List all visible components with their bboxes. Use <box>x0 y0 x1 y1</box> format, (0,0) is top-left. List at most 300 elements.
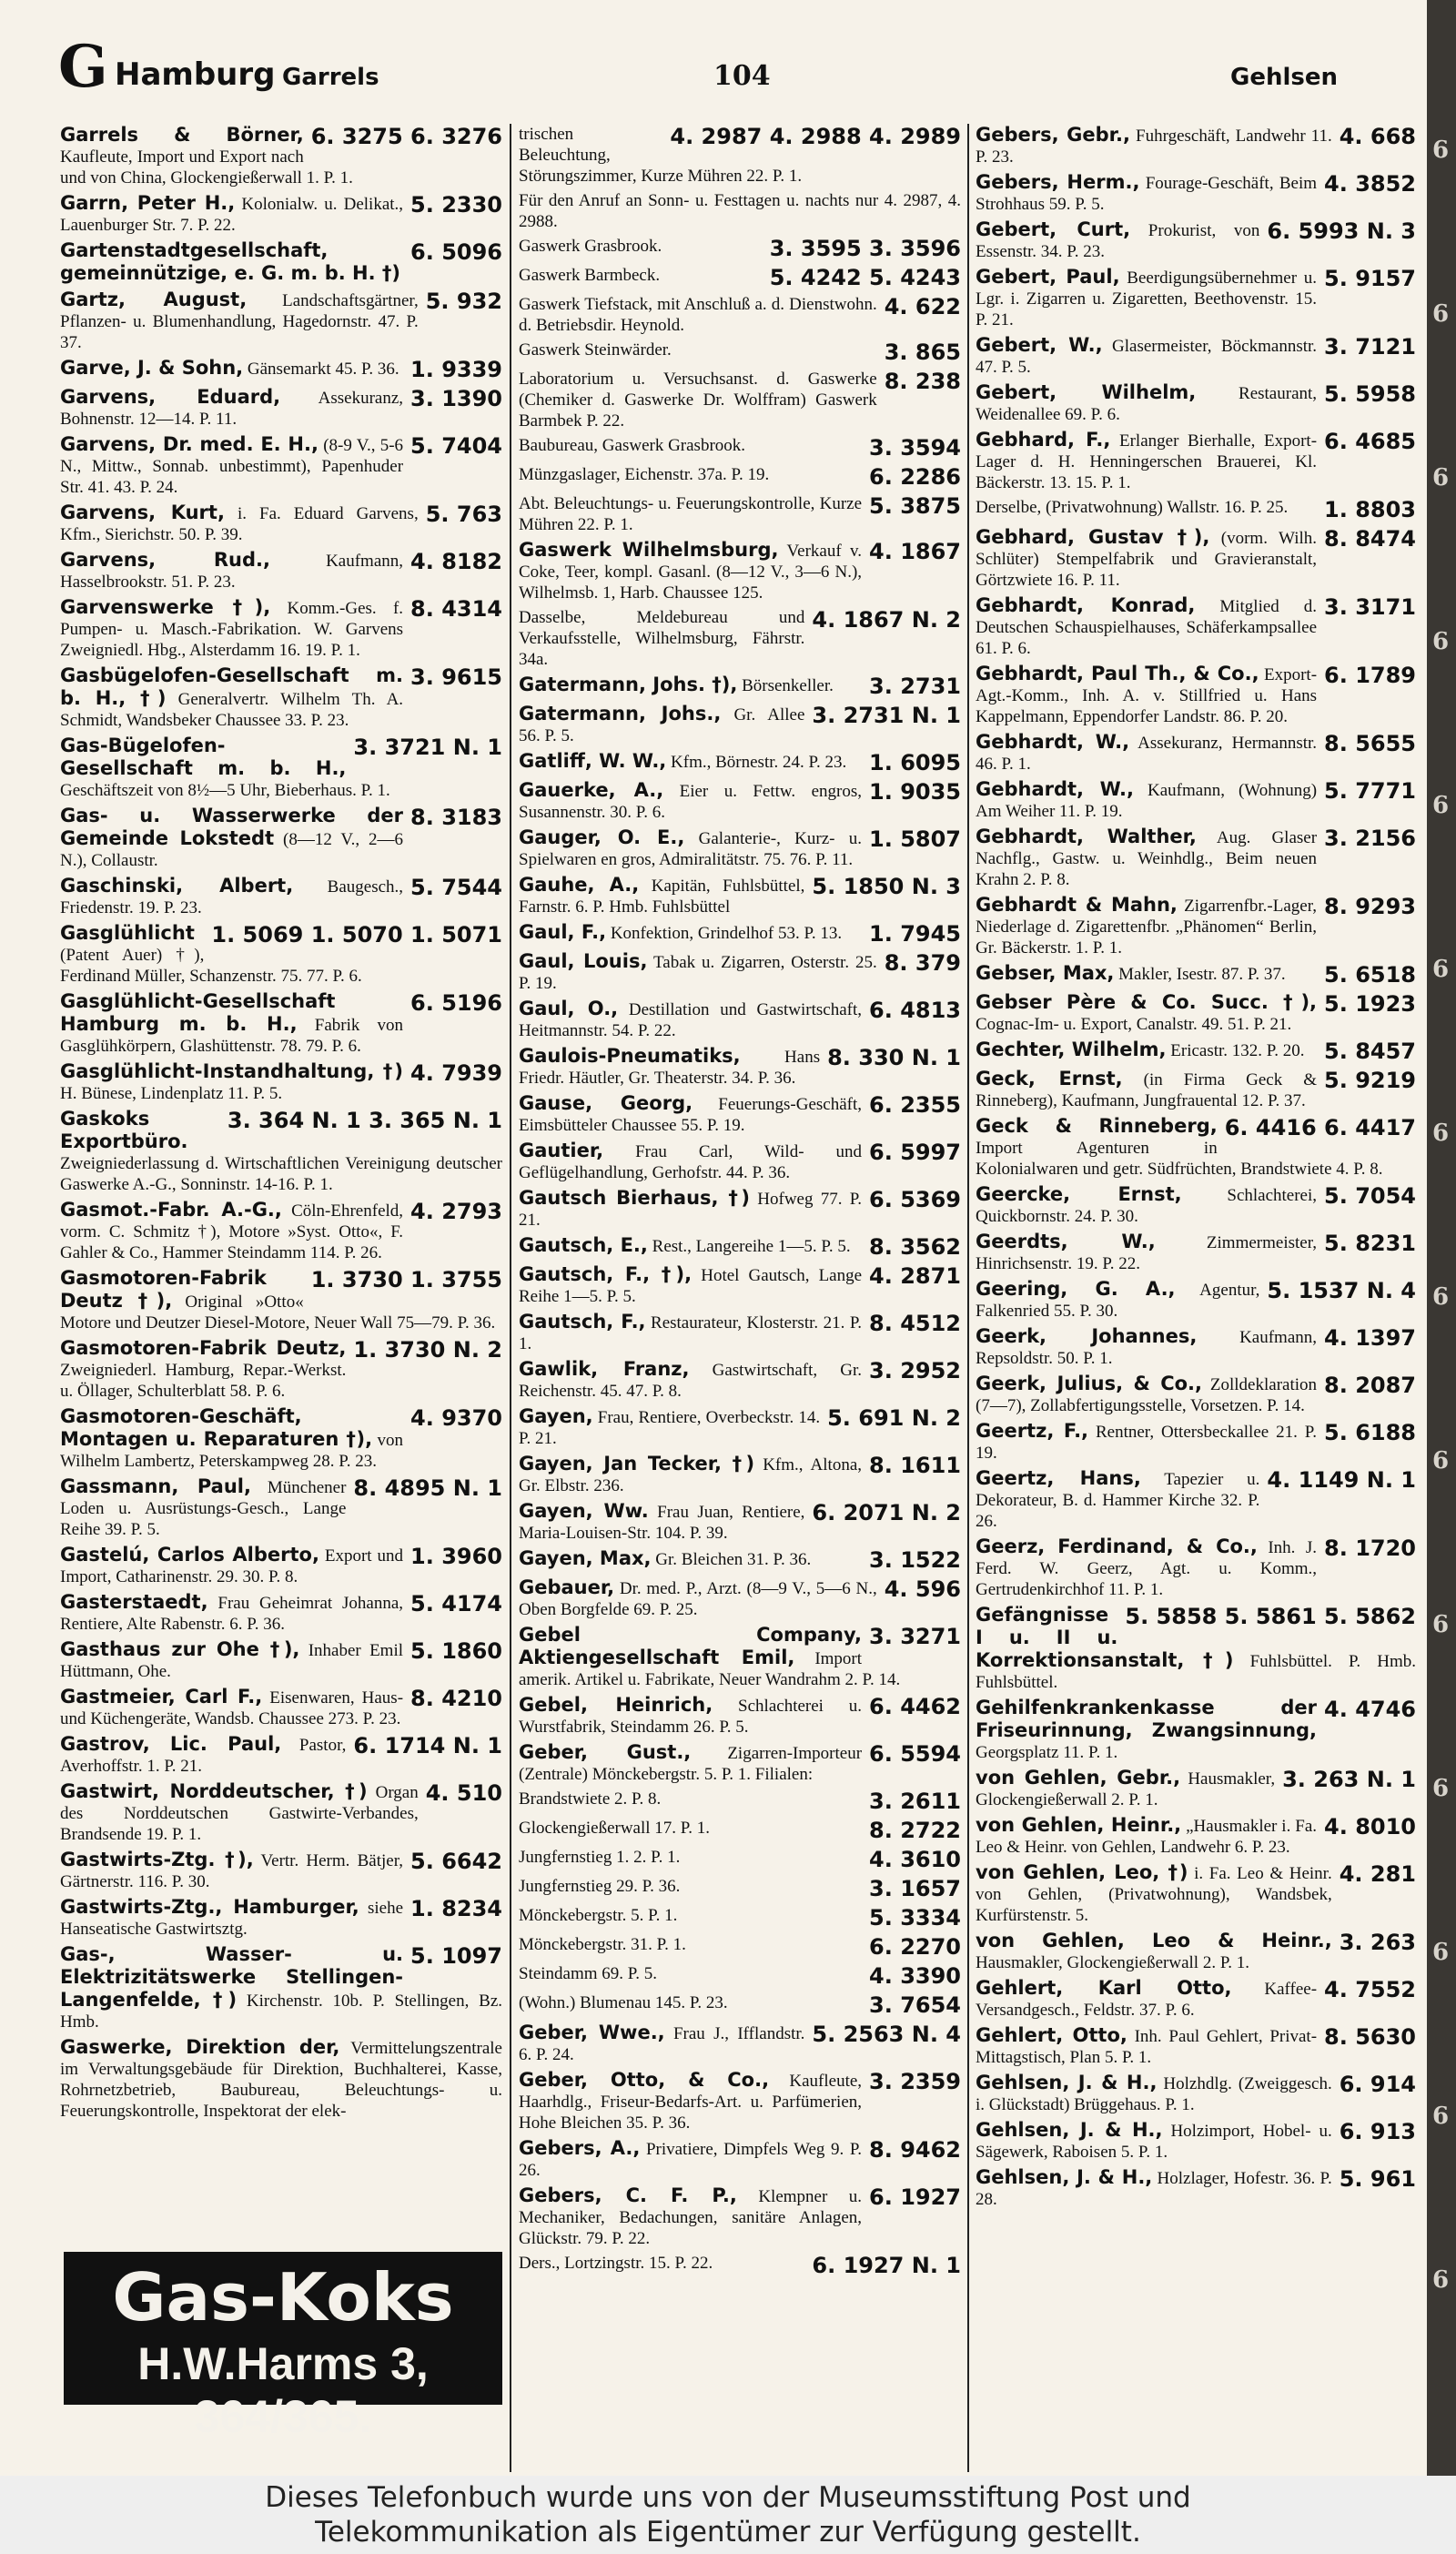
entry-details: Glockengießerwall 17. P. 1. <box>519 1819 711 1838</box>
directory-entry <box>519 2137 961 2181</box>
entry-name: Gasmotoren-Geschäft, Montagen u. Reparaturen †), <box>60 1405 373 1450</box>
phone-number: 4. 7552 <box>1324 1977 1416 2002</box>
entry-name: Garve, J. & Sohn, <box>60 357 244 379</box>
entry-details: Gaswerk Tiefstack, mit Anschluß a. d. Dienstwohn. d. Betriebsdir. Heynold. <box>519 295 877 335</box>
entry-details: (8—12 V., 2—6 N.), Collaustr. <box>60 830 404 870</box>
entry-name: Gause, Georg, <box>519 1092 693 1114</box>
entry-name: Garvens, Dr. med. E. H., <box>60 433 318 455</box>
city-title: Hamburg <box>115 56 276 93</box>
phone-number: 8. 2087 <box>1324 1373 1416 1398</box>
entry-name: Gatliff, W. W., <box>519 750 667 772</box>
entry-name: Gefängnisse I u. II u. Korrektionsanstalt, †) <box>976 1604 1234 1671</box>
entry-name: Gasthaus zur Ohe †), <box>60 1638 300 1660</box>
phone-number: 4. 7939 <box>410 1060 502 1086</box>
entry-details: (in Firma Geck & Rinneberg), Kaufmann, Jungfrauental 12. P. 37. <box>976 1070 1318 1110</box>
entry-details: Kfm., Börnestr. 24. P. 23. <box>671 753 847 772</box>
directory-entry <box>60 1686 502 1729</box>
entry-details: Assekuranz, Bohnenstr. 12—14. P. 11. <box>60 389 404 429</box>
phone-number: 3. 2156 <box>1324 826 1416 851</box>
directory-entry <box>976 663 1416 727</box>
entry-name: Gasmotoren-Fabrik Deutz †), <box>60 1267 267 1312</box>
entry-name: Gaswerk Wilhelmsburg, <box>519 539 779 561</box>
entry-name: Gebel, Heinrich, <box>519 1694 713 1716</box>
directory-entry <box>60 1591 502 1635</box>
directory-entry <box>519 1358 961 1402</box>
entry-name: Garvenswerke †), <box>60 596 271 618</box>
entry-details: Gr. Allee 56. P. 5. <box>519 705 805 745</box>
phone-number: 6. 5369 <box>869 1187 961 1212</box>
entry-name: Gayen, Jan Tecker, †) <box>519 1453 755 1475</box>
entry-details: Rentner, Ottersbeckallee 21. P. 19. <box>976 1423 1318 1463</box>
entry-name: Geck, Ernst, <box>976 1068 1123 1090</box>
entry-name: Gas-Bügelofen-Gesellschaft m. b. H., <box>60 735 347 779</box>
entry-name: Gautsch Bierhaus, †) <box>519 1187 750 1209</box>
directory-entry <box>519 998 961 1041</box>
entry-details: siehe Hanseatische Gastwirtsztg. <box>60 1899 404 1939</box>
entry-details: Holzhdlg. (Zweiggesch. i. Glückstadt) Brüggehaus. P. 1. <box>976 2074 1332 2114</box>
entry-details: i. Fa. Eduard Garvens, Kfm., Sierichstr. 50. P. 39. <box>60 504 419 544</box>
entry-details: Baubureau, Gaswerk Grasbrook. <box>519 436 746 455</box>
entry-details: Hausmakler, Glockengießerwall 2. P. 1. <box>976 1769 1276 1809</box>
directory-entry <box>60 596 502 661</box>
entry-details: Generalvertr. Wilhelm Th. A. Schmidt, Wandsbeker Chaussee 33. P. 23. <box>60 690 404 730</box>
directory-entry <box>976 1697 1416 1763</box>
phone-number: 3. 2731 N. 1 <box>812 703 961 728</box>
phone-number: 8. 330 N. 1 <box>827 1045 961 1070</box>
directory-entry <box>519 921 961 947</box>
entry-name: Gayen, <box>519 1405 593 1427</box>
phone-number: 8. 379 <box>884 950 961 976</box>
entry-details: Hofweg 77. P. 21. <box>519 1190 863 1230</box>
directory-entry <box>60 1638 502 1682</box>
phone-number: 1. 3730 1. 3755 <box>310 1267 502 1292</box>
phone-number: 4. 3390 <box>869 1963 961 1989</box>
entry-name: Gastrov, Lic. Paul, <box>60 1733 282 1755</box>
entry-details: Mitglied d. Deutschen Schauspielhauses, Schäferkampsallee 61. P. 6. <box>976 597 1318 658</box>
directory-entry <box>519 1092 961 1136</box>
phone-number: 3. 1390 <box>410 386 502 411</box>
directory-entry <box>976 497 1416 522</box>
directory-entry <box>519 779 961 823</box>
entry-details: Derselbe, (Privatwohnung) Wallstr. 16. P. 25. <box>976 498 1289 517</box>
phone-number: 5. 932 <box>425 289 502 314</box>
entry-name: Gautsch, F., <box>519 1311 646 1333</box>
entry-details: Kaufmann, Hasselbrookstr. 51. P. 23. <box>60 552 404 592</box>
directory-entry <box>60 735 502 801</box>
phone-number: 8. 3183 <box>410 805 502 830</box>
directory-entry <box>519 1405 961 1449</box>
entry-name: Gebhardt, Paul Th., & Co., <box>976 663 1259 684</box>
phone-number: 4. 2871 <box>869 1263 961 1289</box>
directory-entry <box>60 1849 502 1892</box>
entry-name: Gaschinski, Albert, <box>60 875 294 897</box>
entry-details: Landschaftsgärtner, Pflanzen- u. Blumenhandlung, Hagedornstr. 47. P. 37. <box>60 291 419 352</box>
next-page-edge <box>1427 0 1456 2476</box>
footer-line: Telekommunikation als Eigentümer zur Verfügung gestellt. <box>315 2516 1141 2549</box>
entry-details: Laboratorium u. Versuchsanst. d. Gaswerke (Chemiker d. Gaswerke Dr. Wolffram) Gaswerk Barmbek P. 22. <box>519 370 877 431</box>
entry-name: Gebers, Gebr., <box>976 124 1130 146</box>
entry-details: Kaufmann, (Wohnung) Am Weiher 11. P. 19. <box>976 781 1318 821</box>
directory-entry <box>976 1604 1416 1693</box>
phone-number: 4. 2793 <box>410 1199 502 1224</box>
entry-details: Münzgaslager, Eichenstr. 37a. P. 19. <box>519 465 770 484</box>
directory-entry <box>976 218 1416 262</box>
entry-details: Schlachterei u. Wurstfabrik, Steindamm 26. P. 5. <box>519 1697 863 1737</box>
directory-entry <box>976 1278 1416 1322</box>
entry-name: Gebhardt, W., <box>976 778 1135 800</box>
directory-entry <box>976 1930 1416 1973</box>
directory-entry <box>976 1183 1416 1227</box>
phone-number: 4. 1397 <box>1324 1325 1416 1351</box>
directory-entry <box>60 922 502 987</box>
entry-name: Gastwirts-Ztg., Hamburger, <box>60 1896 359 1918</box>
phone-number: 6. 2071 N. 2 <box>812 1500 961 1525</box>
directory-entry <box>976 124 1416 167</box>
entry-details: Frau Juan, Rentiere, Maria-Louisen-Str. 104. P. 39. <box>519 1503 805 1543</box>
directory-entry <box>519 674 961 699</box>
section-letter: G <box>58 33 108 101</box>
entry-details: Makler, Isestr. 87. P. 37. <box>1118 965 1286 984</box>
directory-entry <box>519 1045 961 1089</box>
entry-details: Aug. Glaser Nachflg., Gastw. u. Weinhdlg., Beim neuen Krahn 2. P. 8. <box>976 828 1318 889</box>
entry-details: Zweigniederlassung d. Wirtschaftlichen Vereinigung deutscher Gaswerke A.-G., Sonninstr. 14-16. P. 1. <box>60 1154 502 1194</box>
directory-entry <box>519 1992 961 2018</box>
directory-entry <box>519 369 961 431</box>
entry-details: Beerdigungsübernehmer u. Lgr. i. Zigarren u. Zigaretten, Beethovenstr. 15. P. 21. <box>976 269 1318 329</box>
directory-entry <box>60 1337 502 1402</box>
entry-details: Eisenwaren, Haus- und Küchengeräte, Wandsb. Chaussee 273. P. 23. <box>60 1688 404 1728</box>
phone-number: 1. 6095 <box>869 750 961 775</box>
edge-glyph: 6 <box>1432 137 1450 164</box>
entry-name: Gebert, Curt, <box>976 218 1131 240</box>
phone-number: 8. 8474 <box>1324 526 1416 552</box>
directory-entry <box>976 429 1416 493</box>
phone-number: 4. 4746 <box>1324 1697 1416 1722</box>
phone-number: 5. 9219 <box>1324 1068 1416 1093</box>
edge-glyph: 6 <box>1432 1283 1450 1311</box>
left-keyword: Garrels <box>282 64 379 91</box>
column-2 <box>519 124 961 2472</box>
entry-name: Gas-, Wasser- u. Elektrizitätswerke Stellingen-Langenfelde, †) <box>60 1943 404 2011</box>
edge-glyph: 6 <box>1432 1447 1450 1475</box>
directory-entry <box>519 1453 961 1496</box>
entry-details: Eier u. Fettw. engros, Susannenstr. 30. P. 6. <box>519 782 863 822</box>
directory-entry <box>976 991 1416 1035</box>
entry-name: Geering, G. A., <box>976 1278 1176 1300</box>
entry-details: „Hausmakler i. Fa. Leo & Heinr. von Gehlen, Landwehr 6. P. 23. <box>976 1817 1318 1857</box>
entry-name: Gasterstaedt, <box>60 1591 208 1613</box>
entry-name: Gasmot.-Fabr. A.-G., <box>60 1199 282 1221</box>
entry-details: Tapezier u. Dekorateur, B. d. Hammer Kirche 32. P. 26. <box>976 1470 1260 1531</box>
directory-entry <box>519 464 961 490</box>
entry-details: Klempner u. Mechaniker, Bedachungen, sanitäre Anlagen, Glückstr. 79. P. 22. <box>519 2187 863 2248</box>
directory-entry <box>60 357 502 382</box>
entry-details: Organ des Norddeutschen Gastwirte-Verbandes, Brandsende 19. P. 1. <box>60 1783 419 1844</box>
entry-details: Glasermeister, Böckmannstr. 47. P. 5. <box>976 337 1318 377</box>
phone-number: 5. 9157 <box>1324 266 1416 291</box>
phone-number: 1. 5807 <box>869 826 961 852</box>
entry-details: trischen Beleuchtung, Störungszimmer, Kurze Mühren 22. P. 1. <box>519 125 803 186</box>
entry-details: Vermittelungszentrale im Verwaltungsgebäude für Direktion, Buchhalterei, Kasse, Rohrnetzbetrieb, Baubureau, Beleuchtungs- u. Feuerungskontrolle, Inspektorat der elek- <box>60 2039 502 2121</box>
entry-name: Gauhe, A., <box>519 874 640 896</box>
entry-name: Gayen, Ww. <box>519 1500 649 1522</box>
entry-name: von Gehlen, Gebr., <box>976 1767 1181 1789</box>
phone-number: 5. 4242 5. 4243 <box>769 265 961 290</box>
entry-details: Privatiere, Dimpfels Weg 9. P. 26. <box>519 2140 863 2180</box>
entry-details: Fuhlsbüttel. P. Hmb. Fuhlsbüttel. <box>976 1652 1416 1692</box>
directory-entry <box>976 2166 1416 2210</box>
ad-subline: H.W.Harms 3, 364/365. <box>137 2338 429 2442</box>
entry-name: Gebhardt, Konrad, <box>976 594 1196 616</box>
entry-name: Gastelú, Carlos Alberto, <box>60 1544 319 1566</box>
entry-name: Gayen, Max, <box>519 1547 652 1569</box>
directory-entry <box>60 1475 502 1540</box>
entry-name: Gaul, O., <box>519 998 619 1019</box>
right-keyword: Gehlsen <box>1230 64 1339 91</box>
phone-number: 4. 1149 N. 1 <box>1267 1467 1416 1493</box>
entry-details: Zimmermeister, Hinrichsenstr. 19. P. 22. <box>976 1233 1318 1273</box>
entry-details: Kfm., Altona, Gr. Elbstr. 236. <box>519 1455 863 1495</box>
entry-details: Jungfernstieg 29. P. 36. <box>519 1877 681 1896</box>
entry-name: Gebert, Wilhelm, <box>976 381 1197 403</box>
phone-number: 5. 6188 <box>1324 1420 1416 1445</box>
entry-details: Inh. J. Ferd. W. Geerz, Agt. u. Komm., Gertrudenkirchhof 11. P. 1. <box>976 1538 1318 1599</box>
entry-details: Cöln-Ehrenfeld, vorm. C. Schmitz †), Motore »Syst. Otto«, F. Gahler & Co., Hammer Steindamm 114. P. 26. <box>60 1201 404 1262</box>
phone-number: 5. 8231 <box>1324 1231 1416 1256</box>
phone-number: 8. 1720 <box>1324 1535 1416 1561</box>
entry-details: Import Agenturen in Kolonialwaren und getr. Südfrüchten, Brandstwiete 4. P. 8. <box>976 1139 1383 1179</box>
entry-details: Galanterie-, Kurz- u. Spielwaren en gros, Admiralitätstr. 75. 76. P. 11. <box>519 829 863 869</box>
entry-details: Verkauf v. Coke, Teer, kompl. Gasanl. (8—12 V., 3—6 N.), Wilhelmsb. 1, Harb. Chaussee 125. <box>519 542 863 603</box>
directory-entry <box>519 2022 961 2065</box>
edge-glyph: 6 <box>1432 300 1450 328</box>
phone-number: 4. 281 <box>1339 1861 1416 1887</box>
phone-number: 5. 2563 N. 4 <box>812 2022 961 2047</box>
column-3 <box>976 124 1416 2472</box>
phone-number: 8. 5655 <box>1324 731 1416 756</box>
directory-entry <box>60 990 502 1057</box>
directory-entry <box>519 190 961 232</box>
phone-number: 5. 7054 <box>1324 1183 1416 1209</box>
phone-number: 4. 8182 <box>410 549 502 574</box>
entry-name: Gasglühlicht-Gesellschaft Hamburg m. b. H., <box>60 990 336 1035</box>
entry-details: Gaswerk Steinwärder. <box>519 340 672 360</box>
entry-name: Gebhardt, Walther, <box>976 826 1197 847</box>
phone-number: 8. 4314 <box>410 596 502 622</box>
entry-name: Garvens, Kurt, <box>60 502 225 523</box>
edge-glyph: 6 <box>1432 956 1450 983</box>
directory-entry <box>976 1977 1416 2021</box>
page-number: 104 <box>713 60 771 92</box>
entry-details: Prokurist, von Essenstr. 34. P. 23. <box>976 221 1260 261</box>
entry-name: Gebers, C. F. P., <box>519 2184 737 2206</box>
phone-number: 3. 3595 3. 3596 <box>769 236 961 261</box>
phone-number: 6. 913 <box>1339 2119 1416 2144</box>
entry-details: i. Fa. Leo & Heinr. von Gehlen, (Privatwohnung), Wandsbek, Kurfürstenstr. 5. <box>976 1864 1332 1925</box>
phone-number: 1. 9035 <box>869 779 961 805</box>
phone-number: 1. 7945 <box>869 921 961 947</box>
entry-name: Gastwirts-Ztg. †), <box>60 1849 254 1870</box>
entry-name: Gebauer, <box>519 1576 615 1598</box>
entry-details: Dasselbe, Meldebureau und Verkaufsstelle, Wilhelmsburg, Fährstr. 34a. <box>519 608 805 669</box>
entry-details: Kaufmann, Repsoldstr. 50. P. 1. <box>976 1328 1318 1368</box>
entry-name: Geber, Wwe., <box>519 2022 665 2043</box>
entry-details: Kaufleute, Import und Export nach und von China, Glockengießerwall 1. P. 1. <box>60 147 353 187</box>
directory-entry <box>519 703 961 746</box>
phone-number: 6. 2270 <box>869 1934 961 1960</box>
entry-details: Zweigniederl. Hamburg, Repar.-Werkst. u. Öllager, Schulterblatt 58. P. 6. <box>60 1361 347 1401</box>
entry-name: Gauerke, A., <box>519 779 664 801</box>
phone-number: 8. 9462 <box>869 2137 961 2163</box>
phone-number: 6. 914 <box>1339 2072 1416 2097</box>
directory-entry <box>976 381 1416 425</box>
entry-name: Gebers, A., <box>519 2137 641 2159</box>
directory-entry <box>60 1405 502 1472</box>
phone-number: 4. 1867 N. 2 <box>812 607 961 633</box>
directory-entry <box>976 1814 1416 1858</box>
phone-number: 6. 5096 <box>410 239 502 265</box>
entry-details: von Wilhelm Lambertz, Peterskampweg 28. P. 23. <box>60 1431 404 1471</box>
phone-number: 8. 5630 <box>1324 2024 1416 2050</box>
phone-number: 3. 2952 <box>869 1358 961 1383</box>
phone-number: 6. 1714 N. 1 <box>353 1733 502 1758</box>
phone-number: 5. 7771 <box>1324 778 1416 804</box>
entry-details: Gastwirtschaft, Gr. Reichenstr. 45. 47. P. 8. <box>519 1361 863 1401</box>
directory-entry <box>976 1467 1416 1532</box>
entry-details: Cognac-Im- u. Export, Canalstr. 49. 51. P. 21. <box>976 1015 1292 1034</box>
phone-number: 8. 3562 <box>869 1234 961 1260</box>
advertisement-box <box>64 2252 502 2442</box>
entry-name: Gatermann, Johs. †), <box>519 674 738 695</box>
entry-details: Mönckebergstr. 31. P. 1. <box>519 1935 686 1954</box>
entry-name: Geertz, F., <box>976 1420 1089 1442</box>
phone-number: 3. 263 N. 1 <box>1282 1767 1416 1792</box>
entry-name: Gebhard, F., <box>976 429 1111 451</box>
entry-details: Kaufleute, Haarhdlg., Friseur-Bedarfs-Art. u. Parfümerien, Hohe Bleichen 35. P. 36. <box>519 2072 863 2133</box>
phone-number: 5. 961 <box>1339 2166 1416 2192</box>
directory-entry <box>976 1325 1416 1369</box>
entry-details: Brandstwiete 2. P. 8. <box>519 1789 662 1809</box>
entry-name: Gaul, Louis, <box>519 950 648 972</box>
entry-name: Geertz, Hans, <box>976 1467 1141 1489</box>
entry-details: Komm.-Ges. f. Pumpen- u. Masch.-Fabrikation. W. Garvens Zweigniedl. Hbg., Alsterdamm 16. 19. P. 1. <box>60 599 404 660</box>
phone-number: 8. 238 <box>884 369 961 394</box>
directory-entry <box>60 1780 502 1845</box>
phone-number: 1. 5069 1. 5070 1. 5071 <box>211 922 502 948</box>
phone-number: 5. 4174 <box>410 1591 502 1617</box>
entry-details: Kolonialw. u. Delikat., Lauenburger Str. 7. P. 22. <box>60 195 404 235</box>
phone-number: 3. 3271 <box>869 1624 961 1649</box>
directory-entry <box>519 294 961 336</box>
phone-number: 1. 3730 N. 2 <box>353 1337 502 1363</box>
phone-number: 4. 596 <box>884 1576 961 1602</box>
entry-details: Georgsplatz 11. P. 1. <box>976 1743 1118 1762</box>
directory-entry <box>976 1068 1416 1111</box>
directory-entry <box>519 1789 961 1814</box>
edge-glyph: 6 <box>1432 1611 1450 1638</box>
phone-number: 3. 3721 N. 1 <box>353 735 502 760</box>
phone-number: 4. 668 <box>1339 124 1416 149</box>
phone-number: 3. 1522 <box>869 1547 961 1573</box>
entry-name: Gartz, August, <box>60 289 248 310</box>
entry-name: Gasmotoren-Fabrik Deutz, <box>60 1337 347 1359</box>
phone-number: 4. 9370 <box>410 1405 502 1431</box>
edge-glyph: 6 <box>1432 1120 1450 1147</box>
directory-entry <box>519 1576 961 1620</box>
directory-entry <box>976 171 1416 215</box>
column-divider <box>967 124 969 2472</box>
directory-entry <box>60 1060 502 1104</box>
entry-details: Destillation und Gastwirtschaft, Heitmannstr. 54. P. 22. <box>519 1000 863 1040</box>
directory-entry <box>60 1108 502 1195</box>
entry-details: Kirchenstr. 10b. P. Stellingen, Bz. Hmb. <box>60 1992 502 2032</box>
entry-details: Gaswerk Barmbeck. <box>519 266 661 285</box>
directory-entry <box>519 1847 961 1872</box>
phone-number: 4. 622 <box>884 294 961 319</box>
phone-number: 5. 7544 <box>410 875 502 900</box>
phone-number: 8. 4512 <box>869 1311 961 1336</box>
phone-number: 5. 6518 <box>1324 962 1416 988</box>
directory-entry <box>60 124 502 188</box>
entry-details: Ericastr. 132. P. 20. <box>1170 1041 1305 1060</box>
directory-entry <box>976 334 1416 378</box>
directory-entry <box>519 1905 961 1931</box>
phone-number: 6. 1927 N. 1 <box>812 2253 961 2278</box>
directory-entry <box>60 1943 502 2032</box>
directory-entry <box>60 1199 502 1263</box>
entry-details: Hotel Gautsch, Lange Reihe 1—5. P. 5. <box>519 1266 863 1306</box>
entry-details: Agentur, Falkenried 55. P. 30. <box>976 1281 1260 1321</box>
phone-number: 5. 7404 <box>410 433 502 459</box>
phone-number: 3. 7121 <box>1324 334 1416 360</box>
entry-details: Mönckebergstr. 5. P. 1. <box>519 1906 678 1925</box>
entry-details: Jungfernstieg 1. 2. P. 1. <box>519 1848 681 1867</box>
directory-entry <box>60 386 502 430</box>
entry-name: Gautsch, F., †), <box>519 1263 693 1285</box>
phone-number: 6. 4462 <box>869 1694 961 1719</box>
entry-name: Gehilfenkrankenkasse der Friseurinnung, Zwangsinnung, <box>976 1697 1318 1741</box>
entry-name: Geerz, Ferdinand, & Co., <box>976 1535 1258 1557</box>
entry-details: Zolldeklaration (7—7), Zollabfertigungsstelle, Vorsetzen. P. 14. <box>976 1375 1318 1415</box>
entry-name: Gehlert, Karl Otto, <box>976 1977 1232 1999</box>
entry-details: Schlachterei, Quickbornstr. 24. P. 30. <box>976 1186 1318 1226</box>
entry-details: Kaffee-Versandgesch., Feldstr. 37. P. 6. <box>976 1980 1318 2020</box>
directory-entry <box>519 493 961 535</box>
edge-glyph: 6 <box>1432 464 1450 492</box>
phone-number: 3. 2359 <box>869 2069 961 2094</box>
entry-details: Assekuranz, Hermannstr. 46. P. 1. <box>976 734 1318 774</box>
entry-name: Gaskoks Exportbüro. <box>60 1108 188 1152</box>
directory-entry <box>519 750 961 775</box>
directory-entry <box>519 874 961 917</box>
directory-entry <box>976 826 1416 890</box>
directory-entry <box>519 1818 961 1843</box>
entry-details: (Wohn.) Blumenau 145. P. 23. <box>519 1993 728 2012</box>
directory-entry <box>519 1963 961 1989</box>
directory-entry <box>60 664 502 731</box>
directory-entry <box>976 2119 1416 2163</box>
directory-entry <box>519 1876 961 1901</box>
directory-entry <box>519 950 961 994</box>
directory-entry <box>60 2036 502 2122</box>
directory-entry <box>976 962 1416 988</box>
entry-details: Vertr. Herm. Bätjer, Gärtnerstr. 116. P. 30. <box>60 1851 404 1891</box>
entry-details: Börsenkeller. <box>742 676 834 695</box>
entry-details: Geschäftszeit von 8½—5 Uhr, Bieberhaus. P. 1. <box>60 781 390 800</box>
entry-name: von Gehlen, Heinr., <box>976 1814 1182 1836</box>
phone-number: 3. 263 <box>1339 1930 1416 1955</box>
phone-number: 5. 763 <box>425 502 502 527</box>
